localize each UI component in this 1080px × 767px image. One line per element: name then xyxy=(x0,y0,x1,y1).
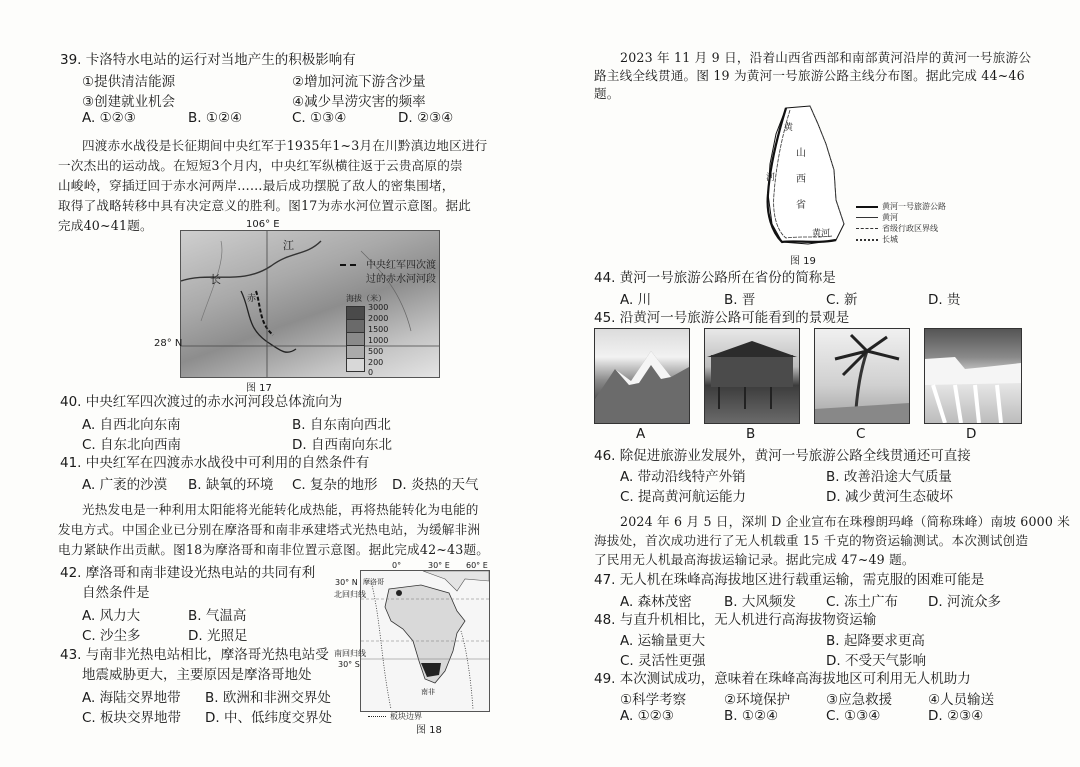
fig18-lat-30s: 30° S xyxy=(338,660,360,669)
q48-option-d: D. 不受天气影响 xyxy=(826,653,926,669)
fig17-elev-swatch-5 xyxy=(346,358,365,372)
q45-photo-c-drawing xyxy=(815,329,909,423)
passage-40-line-1: 四渡赤水战役是长征期间中央红军于1935年1~3月在川黔滇边地区进行 xyxy=(82,138,488,153)
q48-option-a: A. 运输量更大 xyxy=(620,633,706,649)
q45-label-d: D xyxy=(966,426,977,442)
q45-label-c: C xyxy=(856,426,866,442)
fig19-huang-char: 黄 xyxy=(784,123,794,133)
fig17-elev-1000: 1000 xyxy=(368,336,389,345)
q42-option-b: B. 气温高 xyxy=(188,608,247,624)
q39-item-1: ①提供清洁能源 xyxy=(82,74,176,90)
passage-44-line-1: 2023 年 11 月 9 日，沿着山西省西部和南部黄河沿岸的黄河一号旅游公 xyxy=(620,50,1032,65)
passage-40-line-5: 完成40~41题。 xyxy=(58,218,153,233)
q49-stem: 49. 本次测试成功，意味着在珠峰高海拔地区可利用无人机助力 xyxy=(594,671,971,687)
q44-option-d: D. 贵 xyxy=(928,292,961,308)
q40-option-b: B. 自东南向西北 xyxy=(292,417,391,433)
q42-stem-line-1: 42. 摩洛哥和南非建设光热电站的共同有利 xyxy=(60,565,316,581)
fig18-lon-0: 0° xyxy=(392,561,402,570)
passage-40-line-3: 山峻岭，穿插迂回于赤水河两岸……最后成功摆脱了敌人的密集围堵， xyxy=(58,178,455,193)
passage-47-line-3: 了民用无人机最高海拔运输记录。据此完成 47~49 题。 xyxy=(594,552,915,567)
fig19-legend-road: 黄河一号旅游公路 xyxy=(882,202,946,211)
fig17-elev-1500: 1500 xyxy=(368,325,389,334)
q41-option-b: B. 缺氧的环境 xyxy=(188,477,274,493)
q44-option-a: A. 川 xyxy=(620,292,652,308)
q39-option-c: C. ①③④ xyxy=(292,110,347,126)
fig19-sheng-char: 省 xyxy=(796,200,806,211)
passage-42-line-1: 光热发电是一种利用太阳能将光能转化成热能，再将热能转化为电能的 xyxy=(82,502,479,517)
fig18-map xyxy=(360,570,490,712)
q49-option-b: B. ①②④ xyxy=(724,708,779,724)
q45-photo-d-waterfall xyxy=(924,328,1022,424)
q43-stem-line-1: 43. 与南非光热电站相比，摩洛哥光热电站受 xyxy=(60,647,329,663)
q42-option-c: C. 沙尘多 xyxy=(82,628,141,644)
q44-option-c: C. 新 xyxy=(826,292,858,308)
q47-option-a: A. 森林茂密 xyxy=(620,594,692,610)
fig17-elev-0: 0 xyxy=(368,368,374,377)
fig17-chishui-label: 赤 xyxy=(247,294,257,304)
passage-40-line-2: 一次杰出的运动战。在短短3个月内，中央红军纵横往返于云贵高原的崇 xyxy=(58,158,463,173)
q40-option-d: D. 自西南向东北 xyxy=(292,437,392,453)
fig18-lon-60e: 60° E xyxy=(466,561,488,570)
fig19-he-char: 河 xyxy=(766,173,776,183)
q45-stem: 45. 沿黄河一号旅游公路可能看到的景观是 xyxy=(594,310,850,326)
q49-option-a: A. ①②③ xyxy=(620,708,674,724)
fig17-caption: 图 17 xyxy=(246,383,272,394)
fig17-elev-500: 500 xyxy=(368,347,384,356)
q49-option-d: D. ②③④ xyxy=(928,708,984,724)
q39-option-d: D. ②③④ xyxy=(398,110,454,126)
fig19-legend-wall: 长城 xyxy=(882,235,898,244)
q42-option-d: D. 光照足 xyxy=(188,628,248,644)
passage-40-line-4: 取得了战略转移中具有决定意义的胜利。图17为赤水河位置示意图。据此 xyxy=(58,198,472,213)
fig17-elev-swatch-1 xyxy=(346,306,365,320)
fig17-legend-line-2: 过的赤水河河段 xyxy=(366,274,436,285)
q44-option-b: B. 晋 xyxy=(724,292,756,308)
q41-option-d: D. 炎热的天气 xyxy=(392,477,479,493)
q39-option-b: B. ①②④ xyxy=(188,110,243,126)
q47-option-c: C. 冻土广布 xyxy=(826,594,899,610)
fig17-elev-200: 200 xyxy=(368,358,384,367)
q47-option-d: D. 河流众多 xyxy=(928,594,1001,610)
q45-photo-c-palm-beach xyxy=(814,328,910,424)
fig17-elev-swatch-3 xyxy=(346,332,365,346)
fig18-tropic-north: 北回归线 xyxy=(334,590,366,599)
q40-stem: 40. 中央红军四次渡过的赤水河河段总体流向为 xyxy=(60,394,343,410)
fig17-elev-2000: 2000 xyxy=(368,314,389,323)
passage-42-line-2: 发电方式。中国企业已分别在摩洛哥和南非承建塔式光热电站，为缓解非洲 xyxy=(58,522,481,537)
fig17-map xyxy=(180,230,440,378)
fig19-legend-river-symbol xyxy=(856,217,878,218)
q41-option-a: A. 广袤的沙漠 xyxy=(82,477,168,493)
q42-option-a: A. 风力大 xyxy=(82,608,141,624)
q45-photo-b-stilt-houses xyxy=(704,328,800,424)
q45-photo-b-drawing xyxy=(705,329,799,423)
q40-option-a: A. 自西北向东南 xyxy=(82,417,181,433)
q43-option-c: C. 板块交界地带 xyxy=(82,710,182,726)
q48-stem: 48. 与直升机相比，无人机进行高海拔物资运输 xyxy=(594,612,877,628)
q46-option-b: B. 改善沿途大气质量 xyxy=(826,469,952,485)
q39-stem: 39. 卡洛特水电站的运行对当地产生的积极影响有 xyxy=(60,52,356,68)
q43-option-b: B. 欧洲和非洲交界处 xyxy=(205,690,331,706)
passage-44-line-2: 路主线全线贯通。图 19 为黄河一号旅游公路主线分布图。据此完成 44~46 xyxy=(594,68,1025,83)
q43-option-a: A. 海陆交界地带 xyxy=(82,690,181,706)
fig18-morocco-label: 摩洛哥 xyxy=(363,578,384,586)
q43-option-d: D. 中、低纬度交界处 xyxy=(205,710,332,726)
fig17-elev-swatch-4 xyxy=(346,345,365,359)
fig18-legend-label: 板块边界 xyxy=(390,712,422,721)
fig19-legend-boundary-symbol xyxy=(856,228,878,229)
fig17-yangtze-char-2: 江 xyxy=(283,239,294,252)
fig17-elevation-title: 海拔（米） xyxy=(346,294,386,303)
fig19-caption: 图 19 xyxy=(790,256,816,267)
fig17-elev-3000: 3000 xyxy=(368,303,389,312)
q40-option-c: C. 自东北向西南 xyxy=(82,437,182,453)
fig18-south-africa-label: 南非 xyxy=(421,688,435,696)
q49-item-1: ①科学考察 xyxy=(620,692,687,708)
q46-stem: 46. 除促进旅游业发展外，黄河一号旅游公路全线贯通还可直接 xyxy=(594,448,971,464)
q46-option-c: C. 提高黄河航运能力 xyxy=(620,489,747,505)
q45-label-a: A xyxy=(636,426,646,442)
q49-option-c: C. ①③④ xyxy=(826,708,881,724)
fig18-lon-30e: 30° E xyxy=(428,561,450,570)
fig19-shan-char: 山 xyxy=(796,148,806,159)
q44-stem: 44. 黄河一号旅游公路所在省份的简称是 xyxy=(594,270,836,286)
q47-option-b: B. 大风频发 xyxy=(724,594,796,610)
passage-42-line-3: 电力紧缺作出贡献。图18为摩洛哥和南非位置示意图。据此完成42~43题。 xyxy=(58,542,490,557)
q49-item-3: ③应急救援 xyxy=(826,692,893,708)
q46-option-d: D. 减少黄河生态破坏 xyxy=(826,489,953,505)
q43-stem-line-2: 地震威胁更大，主要原因是摩洛哥地处 xyxy=(82,667,312,683)
passage-47-line-1: 2024 年 6 月 5 日，深圳 D 企业宣布在珠穆朗玛峰（简称珠峰）南坡 6000 米 xyxy=(620,514,1071,529)
fig18-legend-symbol xyxy=(368,716,386,717)
fig17-yangtze-char-1: 长 xyxy=(210,273,221,286)
q49-item-2: ②环境保护 xyxy=(724,692,791,708)
q45-label-b: B xyxy=(746,426,756,442)
fig17-longitude-label: 106° E xyxy=(246,219,280,230)
q47-stem: 47. 无人机在珠峰高海拔地区进行载重运输，需克服的困难可能是 xyxy=(594,572,985,588)
fig19-map xyxy=(756,104,852,250)
fig17-latitude-label: 28° N xyxy=(154,338,183,349)
fig18-caption: 图 18 xyxy=(416,725,442,736)
fig19-legend-boundary: 省级行政区界线 xyxy=(882,224,938,233)
q49-item-4: ④人员输送 xyxy=(928,692,995,708)
q39-item-3: ③创建就业机会 xyxy=(82,94,176,110)
q42-stem-line-2: 自然条件是 xyxy=(82,585,150,601)
q45-photo-a-snow-mountain xyxy=(594,328,690,424)
q39-option-a: A. ①②③ xyxy=(82,110,136,126)
q39-item-2: ②增加河流下游含沙量 xyxy=(292,74,426,90)
fig19-legend-wall-symbol xyxy=(856,239,878,241)
q45-photo-a-drawing xyxy=(595,329,689,423)
q48-option-b: B. 起降要求更高 xyxy=(826,633,925,649)
q45-photo-d-drawing xyxy=(925,329,1021,423)
passage-44-line-3: 题。 xyxy=(594,86,620,101)
fig17-legend-line-symbol xyxy=(340,264,356,266)
q48-option-c: C. 灵活性更强 xyxy=(620,653,706,669)
passage-47-line-2: 海拔处，首次成功进行了无人机载重 15 千克的物资运输测试。本次测试创造 xyxy=(594,533,1029,548)
q46-option-a: A. 带动沿线特产外销 xyxy=(620,469,746,485)
fig17-map-drawing xyxy=(181,231,439,377)
q41-stem: 41. 中央红军在四渡赤水战役中可利用的自然条件有 xyxy=(60,455,370,471)
fig17-legend-line-1: 中央红军四次渡 xyxy=(366,260,436,271)
q41-option-c: C. 复杂的地形 xyxy=(292,477,378,493)
q39-item-4: ④减少旱涝灾害的频率 xyxy=(292,94,426,110)
fig18-lat-30n: 30° N xyxy=(335,578,358,587)
fig19-xi-char: 西 xyxy=(796,174,806,185)
fig19-legend-road-symbol xyxy=(856,206,878,208)
fig19-huanghe-label: 黄河 xyxy=(812,229,831,239)
fig19-legend-river: 黄河 xyxy=(882,213,898,222)
fig18-tropic-south: 南回归线 xyxy=(334,649,366,658)
fig17-elev-swatch-2 xyxy=(346,319,365,333)
